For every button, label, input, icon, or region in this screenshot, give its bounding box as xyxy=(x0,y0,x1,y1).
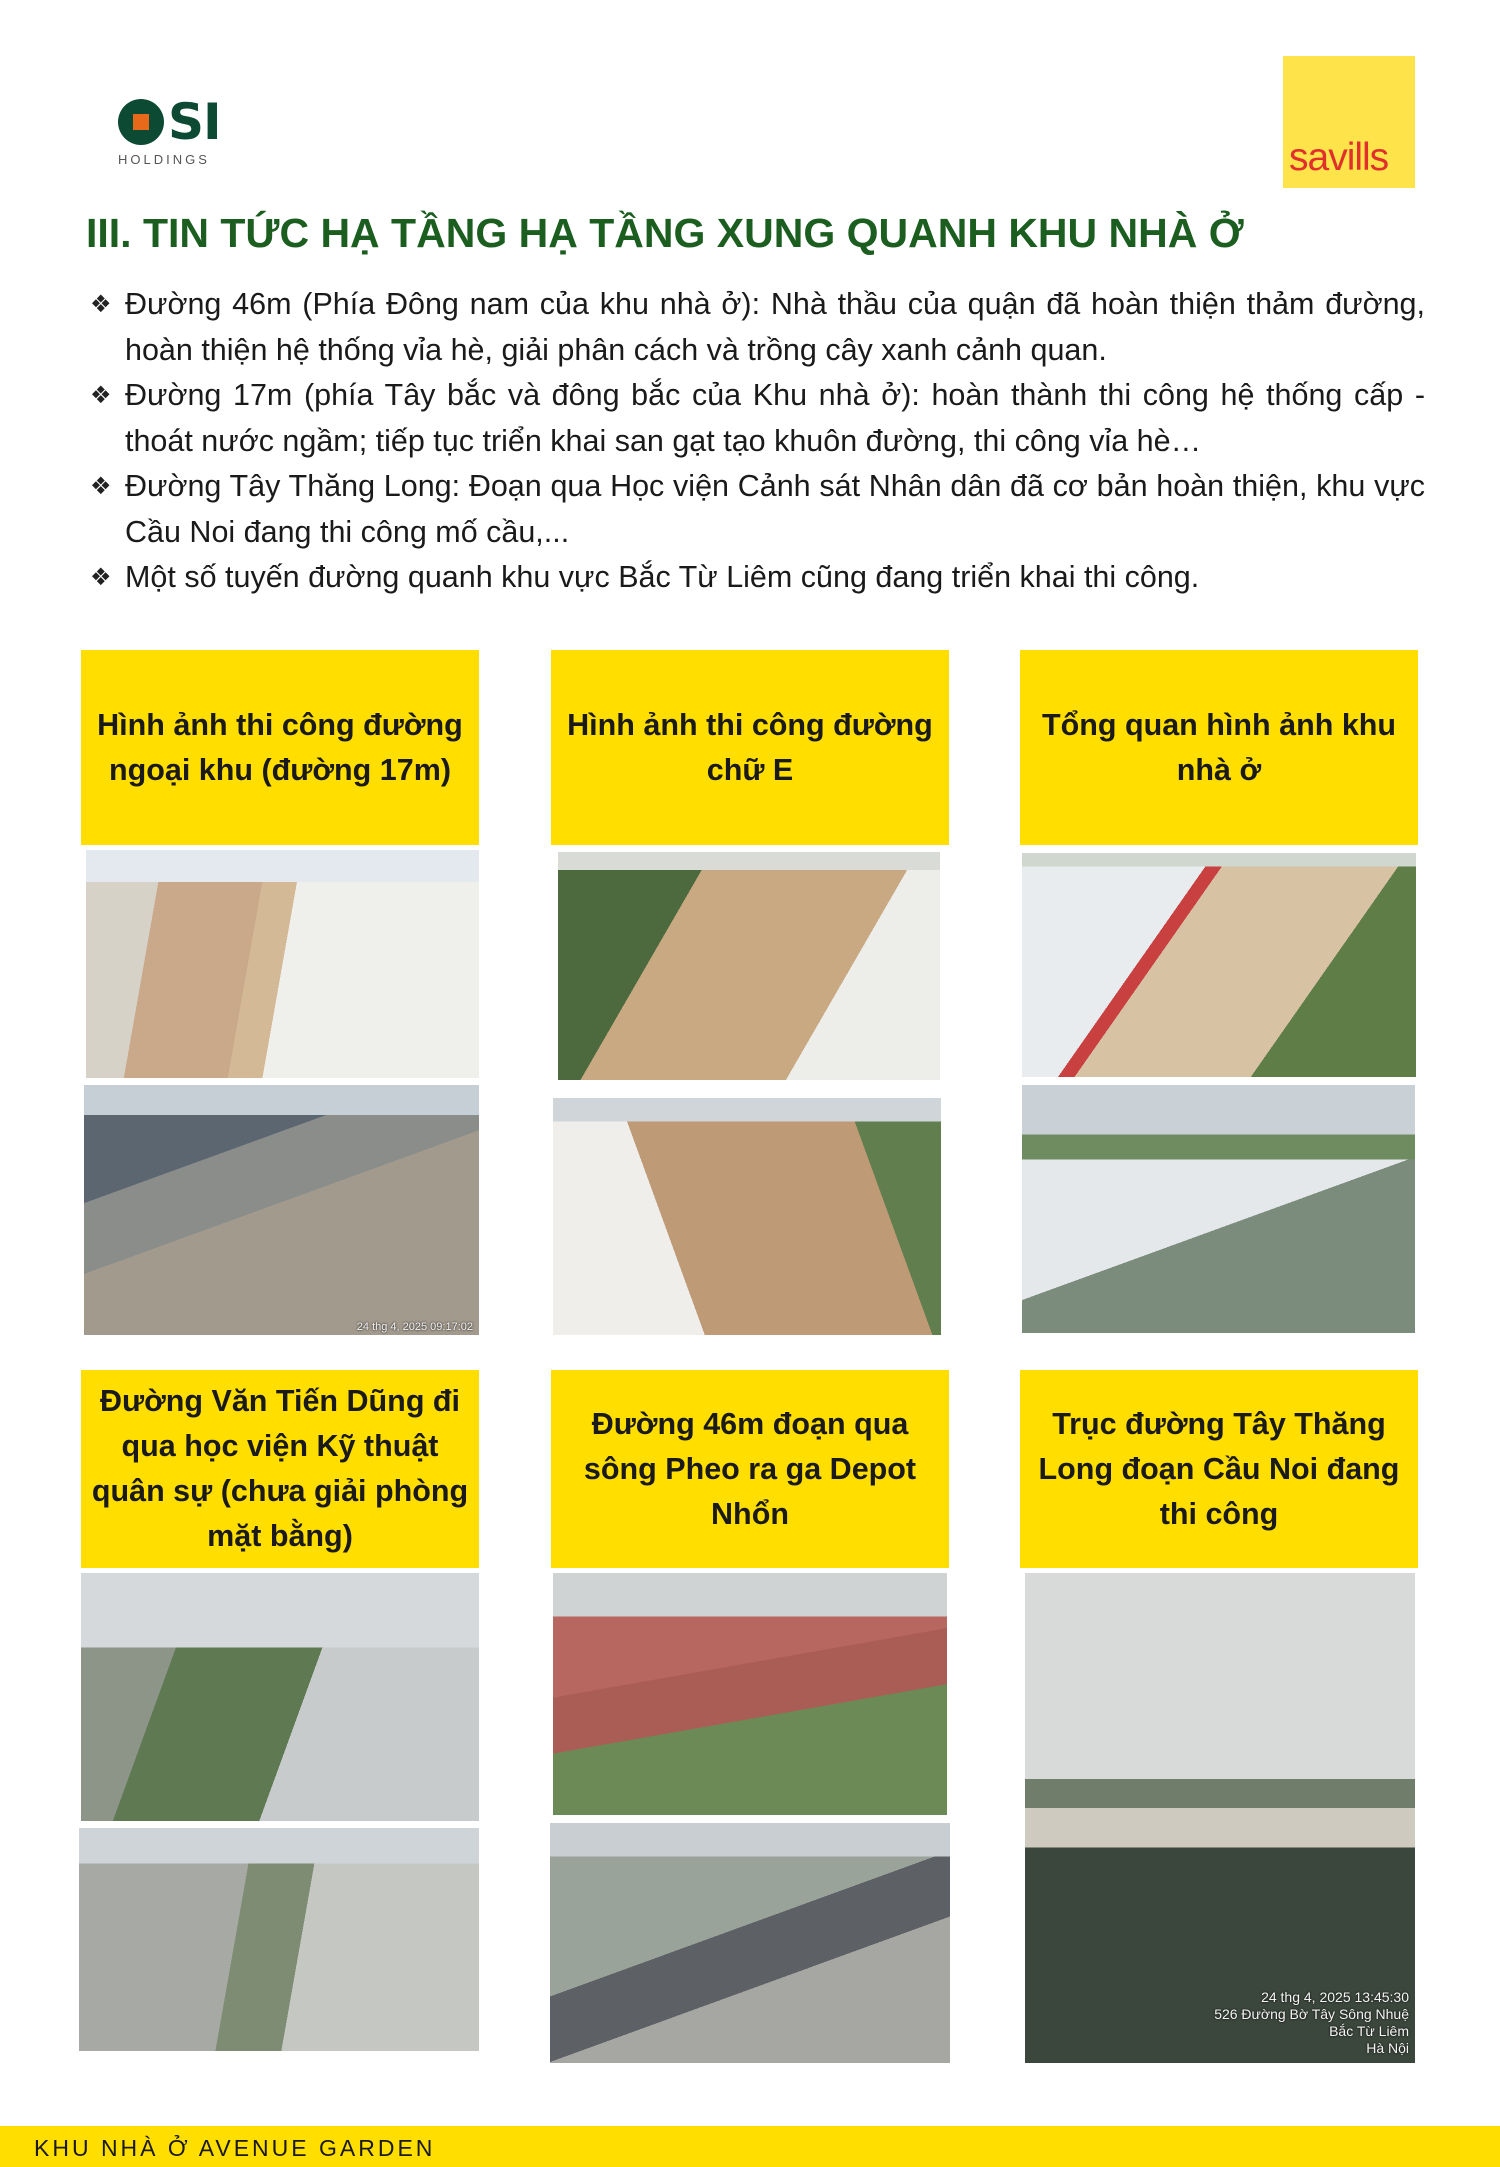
photo-road-e-site xyxy=(553,1098,941,1335)
photo-overview-buildings xyxy=(1022,1085,1415,1333)
photo-road-17m-aerial xyxy=(86,850,479,1078)
osi-holdings-logo xyxy=(118,93,234,168)
card-title-road-17m: Hình ảnh thi công đường ngoại khu (đường 17m) xyxy=(81,650,479,845)
bullet-text: Đường 46m (Phía Đông nam của khu nhà ở): Nhà thầu của quận đã hoàn thiện thảm đường, hoàn thiện hệ thống vỉa hè, giải phân cách và trồng cây xanh cảnh quan. xyxy=(125,287,1425,367)
bullet-text: Một số tuyến đường quanh khu vực Bắc Từ Liêm cũng đang triển khai thi công. xyxy=(125,560,1200,594)
diamond-bullet-icon: ❖ xyxy=(90,473,112,500)
caption-line: Bắc Từ Liêm xyxy=(1329,2023,1409,2039)
photo-van-tien-dung-aerial-2 xyxy=(79,1828,479,2051)
photo-road-e-aerial xyxy=(558,852,940,1080)
diamond-bullet-icon: ❖ xyxy=(90,291,112,318)
photo-road-17m-sidewalk xyxy=(84,1085,479,1335)
footer-bar xyxy=(0,2126,1500,2167)
card-title-van-tien-dung: Đường Văn Tiến Dũng đi qua học viện Kỹ thuật quân sự (chưa giải phòng mặt bằng) xyxy=(81,1370,479,1568)
diamond-bullet-icon: ❖ xyxy=(90,564,112,591)
bullet-item xyxy=(90,464,1425,555)
photo-overview-aerial xyxy=(1022,853,1416,1077)
bullet-text: Đường Tây Thăng Long: Đoạn qua Học viện Cảnh sát Nhân dân đã cơ bản hoàn thiện, khu vực Cầu Noi đang thi công mố cầu,... xyxy=(125,469,1425,549)
photo-road-46m-aerial-1 xyxy=(553,1573,947,1815)
card-title-tay-thang-long: Trục đường Tây Thăng Long đoạn Cầu Noi đang thi công xyxy=(1020,1370,1418,1568)
footer-text: KHU NHÀ Ở AVENUE GARDEN xyxy=(34,2135,436,2161)
savills-logo xyxy=(1283,56,1415,188)
bullet-item xyxy=(90,373,1425,464)
diamond-bullet-icon: ❖ xyxy=(90,382,112,409)
osi-logo-mark-icon xyxy=(118,99,164,145)
savills-logo-text: savills xyxy=(1289,136,1389,179)
bullet-item xyxy=(90,555,1425,601)
photo-location-caption xyxy=(1214,1989,1409,2057)
caption-line: 24 thg 4, 2025 13:45:30 xyxy=(1261,1989,1409,2005)
photo-road-46m-aerial-2 xyxy=(550,1823,950,2063)
caption-line: Hà Nội xyxy=(1366,2040,1409,2056)
card-title-road-e: Hình ảnh thi công đường chữ E xyxy=(551,650,949,845)
card-title-overview: Tổng quan hình ảnh khu nhà ở xyxy=(1020,650,1418,845)
osi-logo-subtitle: HOLDINGS xyxy=(118,152,210,167)
card-title-road-46m: Đường 46m đoạn qua sông Pheo ra ga Depot Nhổn xyxy=(551,1370,949,1568)
caption-line: 526 Đường Bờ Tây Sông Nhuệ xyxy=(1214,2006,1409,2022)
bullet-list xyxy=(90,282,1425,601)
photo-timestamp: 24 thg 4, 2025 09:17:02 xyxy=(356,1321,473,1333)
bullet-text: Đường 17m (phía Tây bắc và đông bắc của Khu nhà ở): hoàn thành thi công hệ thống cấp - thoát nước ngầm; tiếp tục triển khai san gạt tạo khuôn đường, thi công vỉa hè… xyxy=(125,378,1425,458)
photo-cau-noi-bridge xyxy=(1025,1573,1415,2063)
page-title: III. TIN TỨC HẠ TẦNG HẠ TẦNG XUNG QUANH KHU NHÀ Ở xyxy=(86,210,1244,256)
photo-van-tien-dung-aerial-1 xyxy=(81,1573,479,1821)
osi-logo-letters: SI xyxy=(168,93,221,151)
bullet-item xyxy=(90,282,1425,373)
